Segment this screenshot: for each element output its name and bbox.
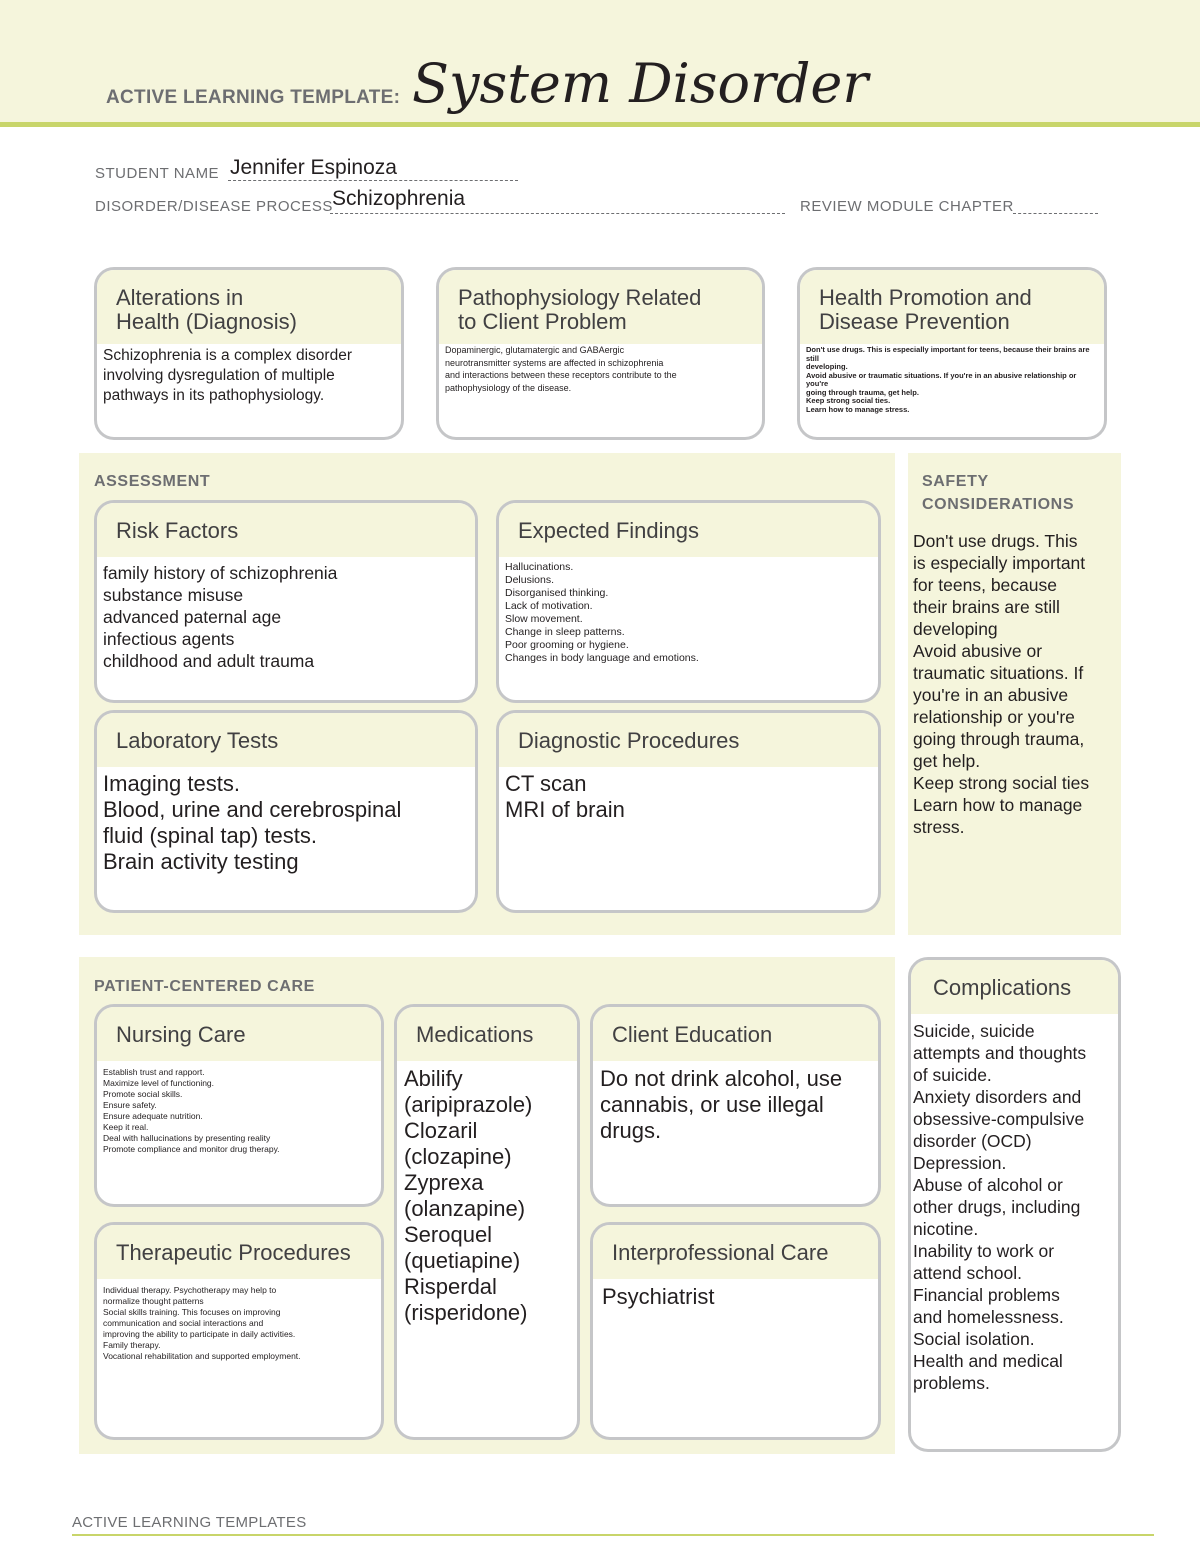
complications-title: Complications bbox=[911, 960, 1118, 1014]
expected-findings-title: Expected Findings bbox=[499, 503, 878, 557]
diagnostic-procedures-title: Diagnostic Procedures bbox=[499, 713, 878, 767]
therapeutic-procedures-box bbox=[94, 1222, 384, 1440]
page-title: System Disorder bbox=[412, 52, 869, 115]
expected-findings-body[interactable]: Hallucinations. Delusions. Disorganised thinking. Lack of motivation. Slow movement. Change in sleep patterns. Poor grooming or hygiene. Changes in body language and emotions. bbox=[505, 561, 699, 664]
pathophysiology-body[interactable]: Dopaminergic, glutamatergic and GABAergic neurotransmitter systems are affected in schizophrenia and interactions between these receptors contribute to the pathophysiology of the disease. bbox=[445, 345, 677, 393]
student-name-line bbox=[228, 180, 518, 181]
pathophysiology-box bbox=[436, 267, 765, 440]
alterations-body[interactable]: Schizophrenia is a complex disorder involving dysregulation of multiple pathways in its pathophysiology. bbox=[103, 347, 352, 404]
complications-body[interactable]: Suicide, suicide attempts and thoughts of suicide. Anxiety disorders and obsessive-compulsive disorder (OCD) Depression. Abuse of alcohol or other drugs, including nicotine. Inability to work or attend school. Financial problems and homelessness. Social isolation. Health and medical problems. bbox=[913, 1021, 1087, 1393]
expected-findings-box bbox=[496, 500, 881, 703]
client-education-body[interactable]: Do not drink alcohol, use cannabis, or use illegal drugs. bbox=[600, 1066, 843, 1143]
student-name-label: STUDENT NAME bbox=[95, 165, 220, 182]
alterations-title: Alterations in Health (Diagnosis) bbox=[97, 270, 401, 344]
laboratory-tests-body[interactable]: Imaging tests. Blood, urine and cerebrospinal fluid (spinal tap) tests. Brain activity testing bbox=[103, 771, 402, 874]
diagnostic-procedures-body[interactable]: CT scan MRI of brain bbox=[505, 771, 625, 822]
health-promotion-box bbox=[797, 267, 1107, 440]
header-rule bbox=[0, 122, 1200, 127]
safety-heading: SAFETY CONSIDERATIONS bbox=[922, 473, 1075, 513]
assessment-heading: ASSESSMENT bbox=[94, 473, 211, 490]
disorder-label: DISORDER/DISEASE PROCESS bbox=[95, 198, 333, 215]
disorder-field[interactable]: Schizophrenia bbox=[332, 187, 466, 210]
medications-body[interactable]: Abilify (aripiprazole) Clozaril (clozapine) Zyprexa (olanzapine) Seroquel (quetiapine) Risperdal (risperidone) bbox=[404, 1066, 533, 1325]
complications-box bbox=[908, 957, 1121, 1452]
laboratory-tests-box bbox=[94, 710, 478, 913]
client-education-title: Client Education bbox=[593, 1007, 878, 1061]
diagnostic-procedures-box bbox=[496, 710, 881, 913]
pathophysiology-title: Pathophysiology Related to Client Problem bbox=[439, 270, 762, 344]
interprofessional-care-body[interactable]: Psychiatrist bbox=[602, 1284, 715, 1309]
footer-rule bbox=[72, 1534, 1154, 1536]
interprofessional-care-title: Interprofessional Care bbox=[593, 1225, 878, 1279]
risk-factors-body[interactable]: family history of schizophrenia substance misuse advanced paternal age infectious agents childhood and adult trauma bbox=[103, 563, 338, 671]
health-promotion-body[interactable]: Don't use drugs. This is especially important for teens, because their brains are still developing. Avoid abusive or traumatic situations. If you're in an abusive relationship or you're going through trauma, get help. Keep strong social ties. Learn how to manage stress. bbox=[806, 345, 1090, 414]
laboratory-tests-title: Laboratory Tests bbox=[97, 713, 475, 767]
review-module-label: REVIEW MODULE CHAPTER bbox=[800, 198, 1014, 215]
therapeutic-procedures-title: Therapeutic Procedures bbox=[97, 1225, 381, 1279]
student-name-field[interactable]: Jennifer Espinoza bbox=[230, 156, 397, 179]
nursing-care-box bbox=[94, 1004, 384, 1207]
interprofessional-care-box bbox=[590, 1222, 881, 1440]
medications-title: Medications bbox=[397, 1007, 577, 1061]
footer-label: ACTIVE LEARNING TEMPLATES bbox=[72, 1514, 307, 1531]
risk-factors-title: Risk Factors bbox=[97, 503, 475, 557]
health-promotion-title: Health Promotion and Disease Prevention bbox=[800, 270, 1104, 344]
risk-factors-box bbox=[94, 500, 478, 703]
safety-body[interactable]: Don't use drugs. This is especially important for teens, because their brains are still developing Avoid abusive or traumatic situations. If you're in an abusive relationship or you're going through trauma, get help. Keep strong social ties Learn how to manage stress. bbox=[913, 531, 1090, 837]
alterations-box bbox=[94, 267, 404, 440]
medications-box bbox=[394, 1004, 580, 1440]
client-education-box bbox=[590, 1004, 881, 1207]
therapeutic-procedures-body[interactable]: Individual therapy. Psychotherapy may help to normalize thought patterns Social skills training. This focuses on improving communication and social interactions and improving the ability to participate in daily activities. Family therapy. Vocational rehabilitation and supported employment. bbox=[103, 1285, 301, 1361]
nursing-care-body[interactable]: Establish trust and rapport. Maximize level of functioning. Promote social skills. Ensure safety. Ensure adequate nutrition. Keep it real. Deal with hallucinations by presenting reality Promote compliance and monitor drug therapy. bbox=[103, 1067, 280, 1154]
nursing-care-title: Nursing Care bbox=[97, 1007, 381, 1061]
disorder-line bbox=[330, 213, 785, 214]
review-module-field[interactable] bbox=[1013, 213, 1098, 214]
template-label: ACTIVE LEARNING TEMPLATE: bbox=[106, 87, 401, 108]
patient-centered-care-heading: PATIENT-CENTERED CARE bbox=[94, 978, 315, 995]
